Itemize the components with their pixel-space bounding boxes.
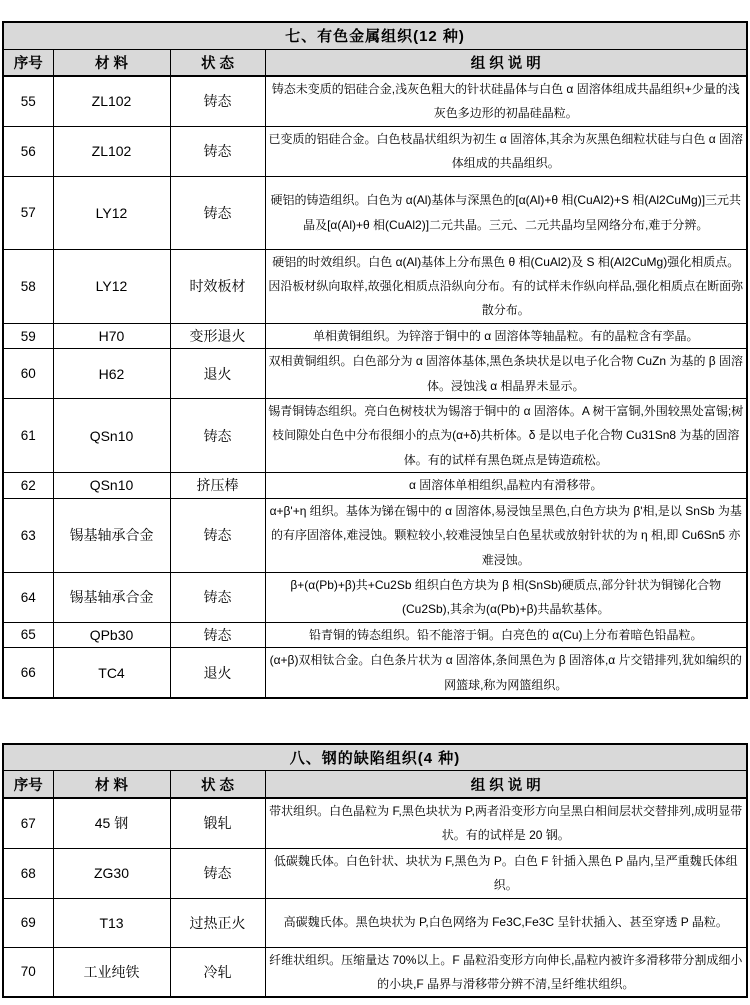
state-cell: 锻轧 [170,798,265,848]
row-number-cell: 55 [3,76,53,126]
table-row [3,898,747,947]
description-cell: 硬铝的铸造组织。白色为 α(Al)基体与深黑色的[α(Al)+θ 相(CuAl2)+S 相(Al2CuMg)]三元共晶及[α(Al)+θ 相(CuAl2)]二元共晶。三元、二元共晶均呈网络分布,难于分辨。 [265,176,747,249]
table-row [3,798,747,848]
column-header-material: 材 料 [53,771,170,798]
material-cell: 45 钢 [53,798,170,848]
row-number-cell: 61 [3,399,53,473]
material-cell: H70 [53,323,170,348]
table-row [3,76,747,126]
material-cell: TC4 [53,648,170,698]
material-cell: H62 [53,349,170,399]
table-row [3,349,747,399]
state-cell: 挤压棒 [170,473,265,498]
material-cell: ZL102 [53,126,170,176]
description-cell: 已变质的铝硅合金。白色枝晶状组织为初生 α 固溶体,其余为灰黑色细粒状硅与白色 α 固溶体组成的共晶组织。 [265,126,747,176]
table-header-row [3,771,747,798]
table-row [3,648,747,698]
state-cell: 铸态 [170,622,265,647]
description-cell: 铸态未变质的铝硅合金,浅灰色粗大的针状硅晶体与白色 α 固溶体组成共晶组织+少量的浅灰色多边形的初晶硅晶粒。 [265,76,747,126]
table-row [3,249,747,323]
column-header-state: 状 态 [170,49,265,76]
material-cell: 锡基轴承合金 [53,572,170,622]
row-number-cell: 68 [3,848,53,898]
material-cell: 锡基轴承合金 [53,498,170,572]
table-row [3,473,747,498]
description-cell: 硬铝的时效组织。白色 α(Al)基体上分布黑色 θ 相(CuAl2)及 S 相(Al2CuMg)强化相质点。因沿板材纵向取样,故强化相质点沿纵向分布。有的试样未作纵向样品,强化相质点在断面弥散分布。 [265,249,747,323]
row-number-cell: 60 [3,349,53,399]
description-cell: 双相黄铜组织。白色部分为 α 固溶体基体,黑色条块状是以电子化合物 CuZn 为基的 β 固溶体。浸蚀浅 α 相晶界未显示。 [265,349,747,399]
material-cell: ZL102 [53,76,170,126]
description-cell: (α+β)双相钛合金。白色条片状为 α 固溶体,条间黑色为 β 固溶体,α 片交错排列,犹如编织的网篮球,称为网篮组织。 [265,648,747,698]
table-row [3,947,747,997]
table-title-row [3,744,747,771]
table-row [3,176,747,249]
row-number-cell: 62 [3,473,53,498]
row-number-cell: 69 [3,898,53,947]
material-cell: QPb30 [53,622,170,647]
row-number-cell: 59 [3,323,53,348]
state-cell: 退火 [170,648,265,698]
row-number-cell: 58 [3,249,53,323]
table-row [3,323,747,348]
description-cell: 单相黄铜组织。为锌溶于铜中的 α 固溶体等轴晶粒。有的晶粒含有孪晶。 [265,323,747,348]
state-cell: 退火 [170,349,265,399]
state-cell: 铸态 [170,176,265,249]
table-nonferrous-metal-structures [2,21,748,699]
table-header-row [3,49,747,76]
column-header-state: 状 态 [170,771,265,798]
state-cell: 冷轧 [170,947,265,997]
description-cell: α+β'+η 组织。基体为锑在锡中的 α 固溶体,易浸蚀呈黑色,白色方块为 β'相,是以 SnSb 为基的有序固溶体,难浸蚀。颗粒较小,较难浸蚀呈白色星状或放射针状的为 η 相,即 Cu6Sn5 亦难浸蚀。 [265,498,747,572]
table-row [3,622,747,647]
material-cell: QSn10 [53,399,170,473]
table-row [3,848,747,898]
description-cell: 铅青铜的铸态组织。铅不能溶于铜。白亮色的 α(Cu)上分布着暗色铅晶粒。 [265,622,747,647]
description-cell: β+(α(Pb)+β)共+Cu2Sb 组织白色方块为 β 相(SnSb)硬质点,部分针状为铜锑化合物(Cu2Sb),其余为(α(Pb)+β)共晶软基体。 [265,572,747,622]
material-cell: LY12 [53,249,170,323]
column-header-no: 序号 [3,49,53,76]
row-number-cell: 63 [3,498,53,572]
table-row [3,126,747,176]
table-row [3,572,747,622]
table-title: 七、有色金属组织(12 种) [3,22,747,49]
description-cell: 纤维状组织。压缩量达 70%以上。F 晶粒沿变形方向伸长,晶粒内被许多滑移带分割成细小的小块,F 晶界与滑移带分辨不清,呈纤维状组织。 [265,947,747,997]
row-number-cell: 66 [3,648,53,698]
description-cell: 锡青铜铸态组织。亮白色树枝状为锡溶于铜中的 α 固溶体。A 树干富铜,外围较黑处富锡;树枝间隙处白色中分布很细小的点为(α+δ)共析体。δ 是以电子化合物 Cu31Sn8 为基的固溶体。有的试样有黑色斑点是铸造疏松。 [265,399,747,473]
column-header-no: 序号 [3,771,53,798]
table-title-row [3,22,747,49]
material-cell: QSn10 [53,473,170,498]
material-cell: ZG30 [53,848,170,898]
description-cell: α 固溶体单相组织,晶粒内有滑移带。 [265,473,747,498]
column-header-material: 材 料 [53,49,170,76]
row-number-cell: 56 [3,126,53,176]
state-cell: 铸态 [170,399,265,473]
state-cell: 时效板材 [170,249,265,323]
table-row [3,399,747,473]
table-title: 八、钢的缺陷组织(4 种) [3,744,747,771]
material-cell: T13 [53,898,170,947]
state-cell: 铸态 [170,572,265,622]
row-number-cell: 64 [3,572,53,622]
row-number-cell: 57 [3,176,53,249]
state-cell: 变形退火 [170,323,265,348]
description-cell: 带状组织。白色晶粒为 F,黑色块状为 P,两者沿变形方向呈黑白相间层状交替排列,成明显带状。有的试样是 20 钢。 [265,798,747,848]
description-cell: 高碳魏氏体。黑色块状为 P,白色网络为 Fe3C,Fe3C 呈针状插入、甚至穿透 P 晶粒。 [265,898,747,947]
description-cell: 低碳魏氏体。白色针状、块状为 F,黑色为 P。白色 F 针插入黑色 P 晶内,呈严重魏氏体组织。 [265,848,747,898]
state-cell: 铸态 [170,126,265,176]
material-cell: LY12 [53,176,170,249]
state-cell: 铸态 [170,848,265,898]
state-cell: 过热正火 [170,898,265,947]
material-cell: 工业纯铁 [53,947,170,997]
table-row [3,498,747,572]
row-number-cell: 67 [3,798,53,848]
row-number-cell: 70 [3,947,53,997]
state-cell: 铸态 [170,498,265,572]
column-header-description: 组 织 说 明 [265,771,747,798]
table-steel-defect-structures [2,743,748,998]
row-number-cell: 65 [3,622,53,647]
column-header-description: 组 织 说 明 [265,49,747,76]
state-cell: 铸态 [170,76,265,126]
